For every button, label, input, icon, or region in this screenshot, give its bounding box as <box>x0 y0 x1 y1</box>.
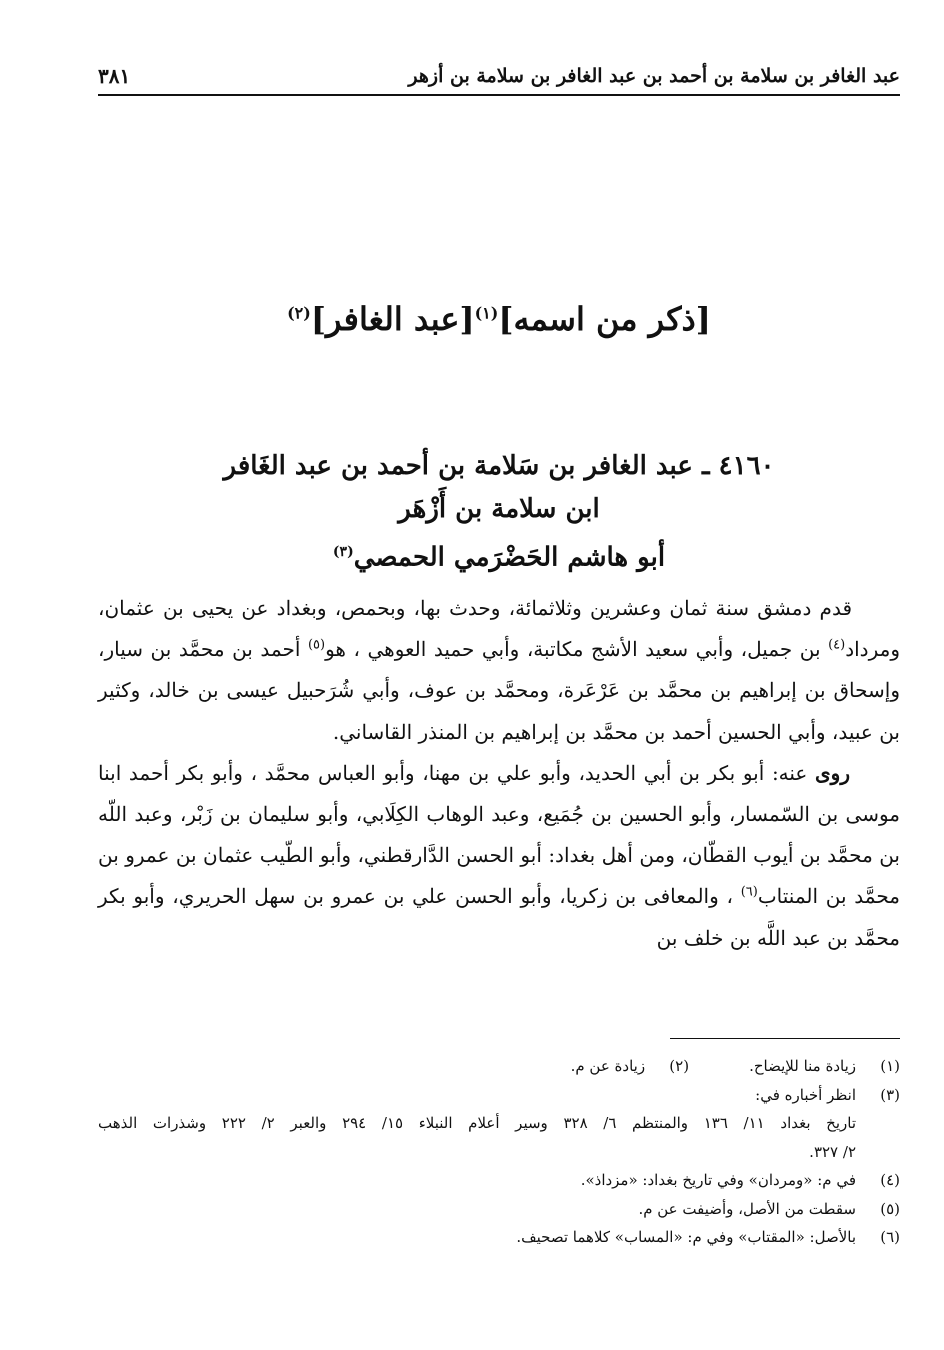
footnote-3-sources-line-1: تاريخ بغداد ١١/ ١٣٦ والمنتظم ٦/ ٣٢٨ وسير أعلام النبلاء ١٥/ ٢٩٤ والعبر ٢/ ٢٢٢ وشذرات الذهب <box>98 1114 857 1132</box>
footnote-ref-5: (٥) <box>307 637 326 653</box>
footnote-5 <box>98 1195 900 1224</box>
paragraph-1-part-1: قدم دمشق سنة ثمان وعشرين وثلاثمائة، وحدث بها، وبحمص، وبغداد عن يحيى بن عثمان، ومرداد <box>98 596 900 662</box>
footnote-1-number: (١) <box>880 1057 900 1075</box>
footnotes <box>98 1052 900 1252</box>
footnote-6-text: بالأصل: «المقتاب» وفي م: «المساب» كلاهما تصحيف. <box>516 1228 856 1246</box>
footnote-1 <box>749 1052 900 1081</box>
footnote-5-text: سقطت من الأصل، وأضيفت عن م. <box>638 1199 856 1218</box>
page-number: ٣٨١ <box>98 64 131 88</box>
entry-heading-line-2: ابن سلامة بن أَزْهَر <box>398 494 600 524</box>
entry-heading <box>98 445 900 580</box>
footnote-divider <box>670 1038 900 1039</box>
footnote-ref-4: (٤) <box>828 637 846 653</box>
paragraph-1 <box>98 588 900 753</box>
section-heading-prefix: [ذكر من اسمه] <box>498 300 711 338</box>
footnote-3-number: (٣) <box>880 1085 900 1104</box>
footnote-2-number: (٢) <box>669 1057 690 1075</box>
footnote-1-text: زيادة منا للإيضاح. <box>749 1057 856 1075</box>
paragraph-1-part-3: أحمد بن محمَّد بن سيار، وإسحاق بن إبراهيم بن محمَّد بن عَرْعَرة، ومحمَّد بن عوف، وأبي شُرَحبيل عيسى بن خالد، وكثير بن عبيد، وأبي الحسين أحمد بن محمَّد بن إبراهيم بن المنذر القاساني. <box>98 637 900 744</box>
footnote-4 <box>98 1166 900 1195</box>
paragraph-2-part-1: عنه: أبو بكر بن أبي الحديد، وأبو علي بن مهنا، وأبو العباس محمَّد ، وأبو بكر أحمد ابنا موسى بن السّمسار، وأبو الحسين بن جُمَيع، وعبد الوهاب الكِلَابي، وأبو سليمان بن زَبْر، وعبد اللّه بن محمَّد بن أيوب القطّان، ومن أهل بغداد: أبو الحسن الدَّارقطني، وأبو الطّيب عثمان بن عمرو بن محمَّد بن المنتاب <box>98 760 900 909</box>
footnote-3-sources-line-2: ٢/ ٣٢٧. <box>809 1142 856 1161</box>
footnote-5-number: (٥) <box>880 1199 900 1218</box>
footnote-6-number: (٦) <box>880 1228 900 1246</box>
footnote-2 <box>571 1052 690 1081</box>
footnote-row-1-2 <box>98 1052 900 1081</box>
paragraph-1-part-2: بن جميل، وأبي سعيد الأشج مكاتبة، وأبي حميد العوهي ، هو <box>325 637 829 662</box>
footnote-3-sources <box>98 1109 900 1166</box>
body-text <box>98 588 900 959</box>
footnote-3-text: انظر أخباره في: <box>755 1085 856 1104</box>
riwaya-label: روى <box>815 760 850 785</box>
section-heading <box>98 300 900 338</box>
footnote-ref-1: (١) <box>474 303 499 323</box>
footnote-4-text: في م: «ومردان» وفي تاريخ بغداد: «مزداذ». <box>580 1171 856 1189</box>
footnote-ref-2: (٢) <box>287 303 311 323</box>
running-header <box>98 58 900 96</box>
paragraph-2 <box>98 753 900 959</box>
paragraph-2-part-2: ، والمعافى بن زكريا، وأبو الحسن علي بن عمرو بن سهل الحريري، وأبو بكر محمَّد بن عبد اللَّه بن خلف بن <box>98 884 900 950</box>
footnote-6 <box>98 1223 900 1252</box>
entry-heading-line-3-wrap <box>98 531 900 580</box>
entry-heading-line-3: أبو هاشم الحَضْرَمي الحمصي <box>353 542 666 573</box>
footnote-3 <box>98 1081 900 1110</box>
footnote-ref-3: (٣) <box>332 544 354 560</box>
section-heading-name: [عبد الغافر] <box>310 300 475 338</box>
footnote-2-text: زيادة عن م. <box>570 1057 646 1075</box>
entry-heading-line-1: ٤١٦٠ ـ عبد الغافر بن سَلامة بن أحمد بن عبد الغَافر <box>223 451 775 481</box>
footnote-ref-6: (٦) <box>740 884 758 900</box>
footnote-4-number: (٤) <box>880 1171 900 1189</box>
running-title: عبد الغافر بن سلامة بن أحمد بن عبد الغافر بن سلامة بن أزهر <box>408 65 900 87</box>
